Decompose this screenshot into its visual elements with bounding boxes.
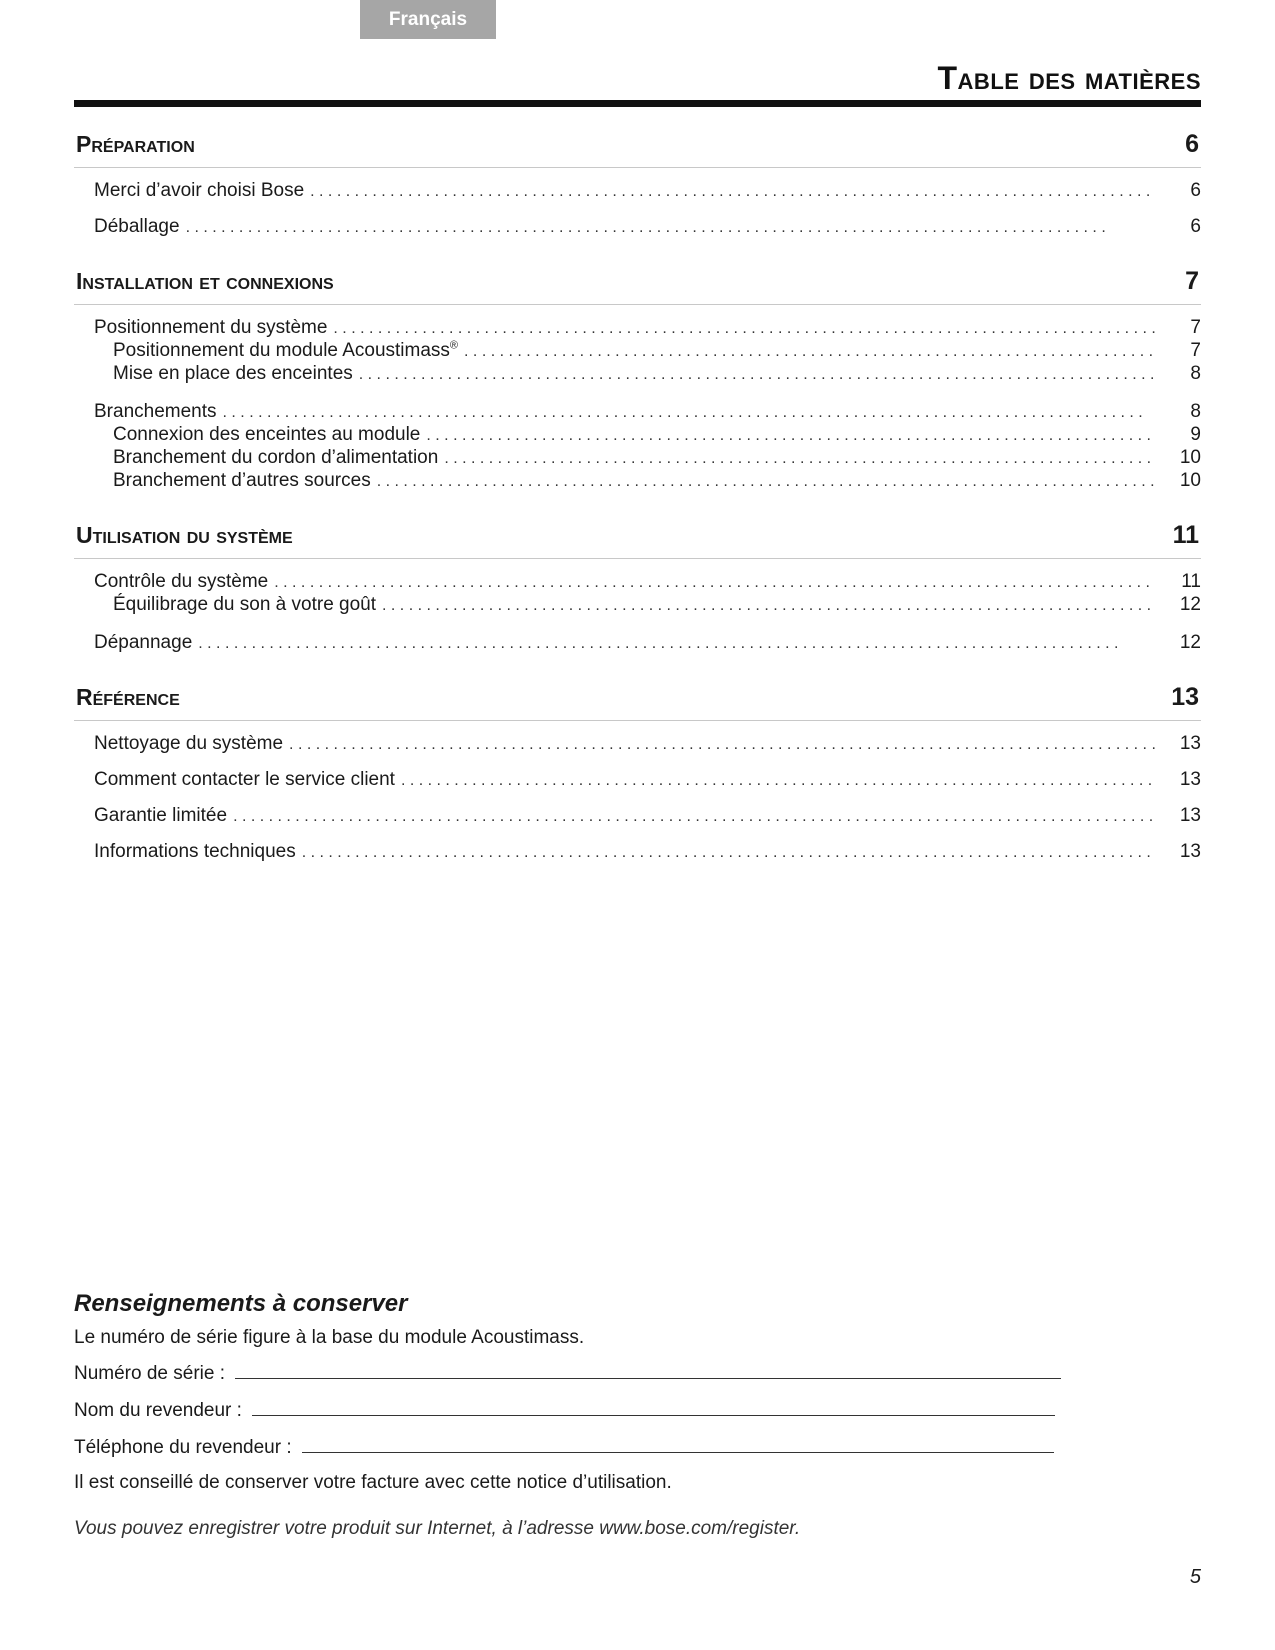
dot-leader: [223, 402, 1155, 424]
toc-entry[interactable]: [74, 401, 1201, 424]
dot-leader: [401, 770, 1155, 792]
dealer-name-line: [74, 1397, 1201, 1423]
title-rule: [74, 100, 1201, 107]
entry-page: 9: [1190, 424, 1201, 445]
toc-entry[interactable]: [74, 180, 1201, 203]
section-page: 11: [1172, 521, 1199, 549]
dot-leader: [377, 471, 1155, 493]
language-tab: Français: [360, 0, 496, 39]
serial-number-line: [74, 1360, 1201, 1386]
entry-page: 13: [1179, 841, 1201, 862]
dot-leader: [186, 217, 1155, 239]
toc-section-installation: [74, 255, 1201, 493]
toc-entry[interactable]: [74, 571, 1201, 594]
entry-page: 8: [1190, 401, 1201, 422]
toc-section-preparation: [74, 118, 1201, 239]
dealer-phone-label: Téléphone du revendeur :: [74, 1437, 292, 1458]
toc-entry[interactable]: [74, 769, 1201, 792]
entry-page: 8: [1190, 363, 1201, 384]
entry-label: Mise en place des enceintes: [113, 363, 353, 384]
entry-label: Merci d’avoir choisi Bose: [94, 180, 305, 201]
toc-subentry[interactable]: [74, 470, 1201, 493]
entry-page: 10: [1179, 470, 1201, 491]
dot-leader: [464, 341, 1155, 363]
entry-label: Contrôle du système: [94, 571, 269, 592]
entry-label: Branchements: [94, 401, 217, 422]
toc-entry[interactable]: [74, 733, 1201, 756]
toc-entry[interactable]: [74, 216, 1201, 239]
dot-leader: [444, 448, 1155, 470]
entry-page: 10: [1179, 447, 1201, 468]
entry-label: Positionnement du système: [94, 317, 328, 338]
page-title: Table des matières: [937, 60, 1201, 96]
entry-label: Équilibrage du son à votre goût: [113, 594, 377, 615]
entry-label: Déballage: [94, 216, 180, 237]
toc-entry[interactable]: [74, 805, 1201, 828]
entry-page: 7: [1190, 340, 1201, 361]
table-of-contents: [74, 118, 1201, 880]
section-heading[interactable]: [74, 118, 1201, 168]
dealer-phone-line: [74, 1434, 1201, 1460]
advice-text: Il est conseillé de conserver votre facture avec cette notice d’utilisation.: [74, 1472, 672, 1493]
toc-entry[interactable]: [74, 841, 1201, 864]
dot-leader: [198, 633, 1155, 655]
dot-leader: [289, 734, 1155, 756]
section-title: Référence: [76, 684, 180, 710]
section-title: Installation et connexions: [76, 268, 334, 294]
records-heading: Renseignements à conserver: [74, 1290, 408, 1317]
toc-subentry[interactable]: [74, 594, 1201, 617]
toc-subentry[interactable]: [74, 424, 1201, 447]
registered-trademark-icon: ®: [449, 339, 459, 352]
section-page: 13: [1171, 683, 1199, 711]
dealer-label: Nom du revendeur :: [74, 1400, 242, 1421]
serial-location-text: Le numéro de série figure à la base du module Acoustimass.: [74, 1327, 585, 1348]
dot-leader: [359, 364, 1155, 386]
register-note: Vous pouvez enregistrer votre produit sur Internet, à l’adresse www.bose.com/register.: [74, 1518, 801, 1539]
dot-leader: [233, 806, 1155, 828]
entry-page: 7: [1190, 317, 1201, 338]
section-heading[interactable]: [74, 255, 1201, 305]
section-title: Préparation: [76, 131, 195, 157]
serial-label: Numéro de série :: [74, 1363, 226, 1384]
entry-label: Branchement du cordon d’alimentation: [113, 447, 439, 468]
section-heading[interactable]: [74, 671, 1201, 721]
dot-leader: [382, 595, 1155, 617]
toc-entry[interactable]: [74, 632, 1201, 655]
entry-page: 11: [1181, 571, 1201, 592]
serial-number-field[interactable]: [235, 1360, 1061, 1379]
toc-subentry[interactable]: [74, 447, 1201, 470]
toc-entry[interactable]: [74, 317, 1201, 340]
entry-page: 13: [1179, 805, 1201, 826]
dot-leader: [310, 181, 1155, 203]
section-page: 7: [1185, 267, 1199, 295]
dot-leader: [302, 842, 1155, 864]
dot-leader: [274, 572, 1155, 594]
entry-label: [113, 340, 458, 362]
section-heading[interactable]: [74, 509, 1201, 559]
page-number: 5: [1189, 1566, 1201, 1588]
toc-subentry[interactable]: [74, 363, 1201, 386]
entry-page: 13: [1179, 769, 1201, 790]
records-section: [74, 1290, 1201, 1551]
dealer-name-field[interactable]: [252, 1397, 1055, 1416]
entry-label: Connexion des enceintes au module: [113, 424, 421, 445]
entry-label: Branchement d’autres sources: [113, 470, 371, 491]
entry-label: Comment contacter le service client: [94, 769, 395, 790]
entry-label: Informations techniques: [94, 841, 296, 862]
toc-section-utilisation: [74, 509, 1201, 655]
section-page: 6: [1185, 130, 1199, 158]
entry-page: 6: [1190, 216, 1201, 237]
entry-page: 12: [1179, 594, 1201, 615]
entry-page: 6: [1190, 180, 1201, 201]
entry-page: 13: [1179, 733, 1201, 754]
entry-page: 12: [1179, 632, 1201, 653]
dealer-phone-field[interactable]: [302, 1434, 1054, 1453]
dot-leader: [333, 318, 1155, 340]
entry-label: Dépannage: [94, 632, 193, 653]
entry-label-text: Positionnement du module Acoustimass: [113, 340, 450, 361]
toc-subentry[interactable]: [74, 340, 1201, 363]
section-title: Utilisation du système: [76, 522, 293, 548]
entry-label: Garantie limitée: [94, 805, 228, 826]
toc-section-reference: [74, 671, 1201, 864]
entry-label: Nettoyage du système: [94, 733, 284, 754]
dot-leader: [426, 425, 1155, 447]
